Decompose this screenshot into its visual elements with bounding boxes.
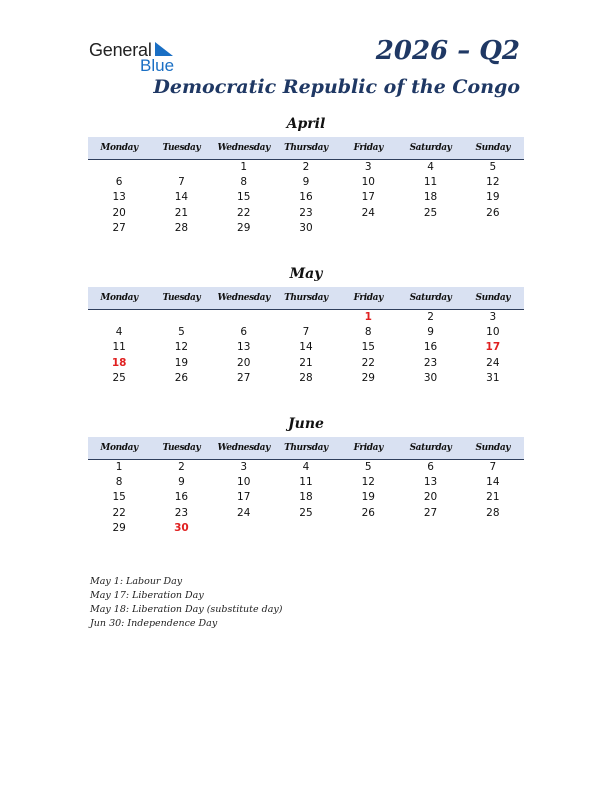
week-row [88, 460, 524, 475]
day-cell: 8 [115, 476, 123, 489]
day-cell: 5 [364, 461, 372, 473]
day-cell: 1 [240, 161, 248, 173]
page-title: 2026 – Q2 [375, 36, 520, 66]
week-row [88, 340, 524, 355]
day-cell: 11 [423, 176, 438, 189]
day-cell: 3 [489, 311, 497, 323]
empty-day-cell [399, 221, 461, 236]
week-row [88, 490, 524, 505]
weekday-label: Tuesday [162, 143, 201, 153]
holiday-day-cell: 17 [485, 341, 501, 354]
day-cell: 12 [174, 341, 189, 354]
day-cell: 25 [299, 506, 313, 519]
weekday-header [88, 287, 524, 310]
holiday-day-cell: 18 [111, 356, 127, 369]
country-subtitle: Democratic Republic of the Congo [153, 76, 520, 98]
day-cell: 29 [237, 221, 251, 234]
day-cell: 12 [361, 476, 375, 489]
day-cell: 9 [427, 326, 434, 339]
weekday-label: Monday [100, 443, 138, 453]
holiday-note: Jun 30: Independence Day [90, 618, 218, 629]
empty-day-cell [213, 521, 275, 536]
day-cell: 24 [237, 506, 251, 519]
day-cell: 16 [174, 491, 189, 504]
week-row [88, 206, 524, 221]
day-cell: 21 [486, 491, 500, 504]
day-cell: 9 [178, 476, 185, 489]
day-cell: 29 [112, 521, 126, 534]
weekday-label: Wednesday [217, 293, 270, 303]
month-name: May [289, 266, 323, 282]
weekday-label: Tuesday [162, 293, 201, 303]
day-cell: 17 [361, 191, 375, 204]
weekday-label: Friday [353, 143, 383, 153]
day-cell: 10 [237, 476, 251, 489]
day-cell: 23 [423, 356, 438, 369]
day-cell: 3 [364, 161, 372, 173]
day-cell: 12 [486, 176, 500, 189]
empty-day-cell [462, 521, 524, 536]
day-cell: 23 [299, 206, 313, 219]
day-cell: 25 [112, 371, 126, 384]
month-calendar-may [88, 265, 524, 386]
week-row [88, 521, 524, 536]
weekday-label: Saturday [409, 143, 452, 153]
day-cell: 2 [427, 311, 434, 323]
weekday-label: Monday [100, 293, 138, 303]
month-calendar-april [88, 115, 524, 236]
day-cell: 15 [112, 491, 126, 504]
empty-day-cell [462, 221, 524, 236]
empty-day-cell [213, 310, 275, 325]
day-cell: 15 [237, 191, 251, 204]
day-cell: 26 [361, 506, 375, 519]
empty-day-cell [150, 310, 212, 325]
day-cell: 4 [427, 161, 434, 173]
day-cell: 25 [423, 206, 438, 219]
weekday-label: Friday [353, 443, 383, 453]
holiday-notes [90, 575, 282, 631]
day-cell: 4 [115, 326, 123, 339]
week-row [88, 325, 524, 340]
day-cell: 21 [299, 356, 313, 369]
day-cell: 4 [302, 461, 310, 473]
day-cell: 7 [302, 326, 310, 339]
day-cell: 1 [115, 461, 123, 473]
week-row [88, 371, 524, 386]
day-cell: 5 [489, 161, 497, 173]
day-cell: 11 [112, 341, 126, 354]
logo-word-blue: Blue [140, 56, 175, 75]
week-row [88, 475, 524, 490]
weekday-label: Monday [100, 143, 138, 153]
day-cell: 13 [112, 191, 126, 204]
weekday-header [88, 437, 524, 460]
day-cell: 6 [427, 461, 434, 473]
day-cell: 24 [361, 206, 375, 219]
day-cell: 18 [423, 191, 438, 204]
month-name: June [288, 416, 324, 432]
empty-day-cell [337, 221, 399, 236]
day-cell: 21 [174, 206, 189, 219]
day-cell: 26 [174, 371, 189, 384]
day-cell: 6 [115, 176, 123, 189]
weekday-label: Saturday [409, 443, 452, 453]
day-cell: 19 [361, 491, 375, 504]
day-cell: 30 [423, 371, 438, 384]
holiday-note: May 17: Liberation Day [90, 590, 204, 601]
week-row [88, 506, 524, 521]
day-cell: 14 [174, 191, 189, 204]
day-cell: 7 [489, 461, 497, 473]
weekday-label: Tuesday [162, 443, 201, 453]
holiday-note: May 18: Liberation Day (substitute day) [90, 604, 283, 615]
day-cell: 18 [299, 491, 313, 504]
day-cell: 16 [299, 191, 313, 204]
weekday-label: Sunday [475, 143, 511, 153]
holiday-day-cell: 30 [174, 521, 189, 534]
day-cell: 27 [112, 221, 126, 234]
holiday-day-cell: 1 [364, 311, 372, 323]
day-cell: 10 [486, 326, 500, 339]
day-cell: 26 [486, 206, 500, 219]
weekday-label: Thursday [284, 143, 328, 153]
day-cell: 14 [299, 341, 313, 354]
day-cell: 19 [174, 356, 189, 369]
weekday-label: Friday [353, 293, 383, 303]
day-cell: 20 [112, 206, 126, 219]
empty-day-cell [150, 160, 212, 175]
day-cell: 28 [486, 506, 500, 519]
day-cell: 13 [237, 341, 251, 354]
day-cell: 28 [174, 221, 189, 234]
day-cell: 5 [178, 326, 185, 339]
day-cell: 10 [361, 176, 375, 189]
day-cell: 11 [299, 476, 313, 489]
weekday-label: Thursday [284, 443, 328, 453]
empty-day-cell [399, 521, 461, 536]
week-row [88, 221, 524, 236]
empty-day-cell [275, 310, 337, 325]
day-cell: 6 [240, 326, 248, 339]
day-cell: 16 [423, 341, 438, 354]
day-cell: 9 [302, 176, 310, 189]
week-row [88, 160, 524, 175]
day-cell: 15 [361, 341, 375, 354]
day-cell: 31 [486, 371, 500, 384]
weekday-label: Sunday [475, 293, 511, 303]
empty-day-cell [88, 160, 150, 175]
holiday-note: May 1: Labour Day [90, 576, 183, 587]
day-cell: 2 [178, 461, 185, 473]
month-calendar-june [88, 415, 524, 536]
day-cell: 30 [299, 221, 313, 234]
weekday-label: Saturday [409, 293, 452, 303]
month-name: April [286, 116, 326, 132]
day-cell: 27 [237, 371, 251, 384]
day-cell: 17 [237, 491, 251, 504]
day-cell: 29 [361, 371, 375, 384]
day-cell: 22 [361, 356, 375, 369]
day-cell: 2 [302, 161, 310, 173]
week-row [88, 190, 524, 205]
empty-day-cell [337, 521, 399, 536]
day-cell: 27 [423, 506, 438, 519]
day-cell: 22 [112, 506, 126, 519]
empty-day-cell [88, 310, 150, 325]
weekday-label: Wednesday [217, 443, 270, 453]
day-cell: 20 [423, 491, 438, 504]
day-cell: 8 [240, 176, 248, 189]
weekday-header [88, 137, 524, 160]
week-row [88, 356, 524, 371]
logo [89, 40, 189, 76]
day-cell: 13 [423, 476, 438, 489]
day-cell: 14 [486, 476, 500, 489]
week-row [88, 310, 524, 325]
weekday-label: Sunday [475, 443, 511, 453]
weekday-label: Thursday [284, 293, 328, 303]
day-cell: 7 [178, 176, 185, 189]
day-cell: 22 [237, 206, 251, 219]
day-cell: 20 [237, 356, 251, 369]
day-cell: 23 [174, 506, 189, 519]
logo-word-general: General [89, 40, 152, 60]
empty-day-cell [275, 521, 337, 536]
week-row [88, 175, 524, 190]
day-cell: 24 [486, 356, 500, 369]
day-cell: 8 [364, 326, 372, 339]
day-cell: 28 [299, 371, 313, 384]
weekday-label: Wednesday [217, 143, 270, 153]
day-cell: 3 [240, 461, 248, 473]
day-cell: 19 [486, 191, 500, 204]
